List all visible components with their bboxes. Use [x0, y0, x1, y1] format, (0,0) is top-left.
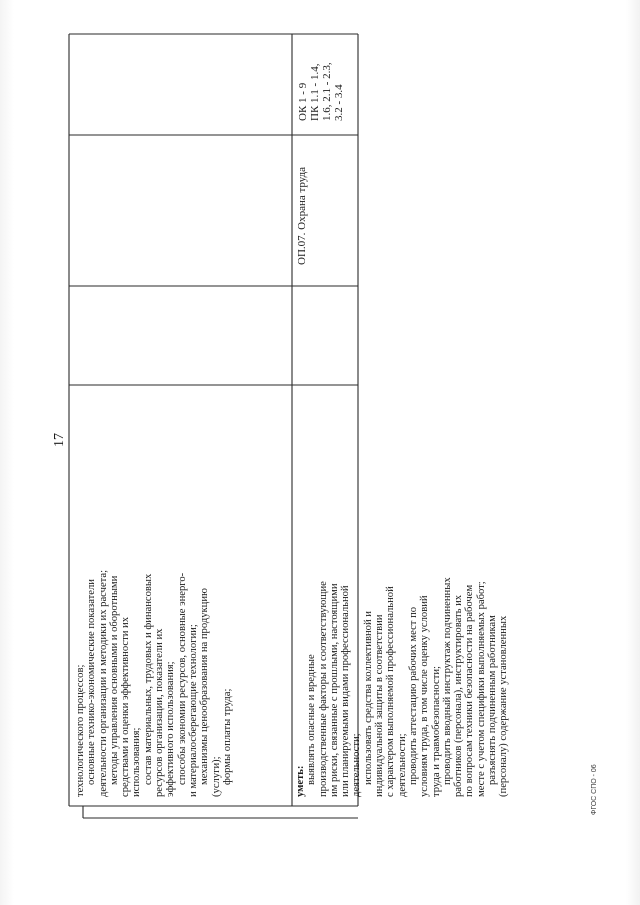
skills-heading: уметь: — [295, 765, 306, 797]
knowledge-list-line: использования; — [131, 727, 143, 797]
skills-list-line: выявлять опасные и вредные — [306, 654, 318, 785]
knowledge-list-line: и материалосберегающие технологии; — [187, 624, 199, 797]
skills-list-line: труда и травмобезопасности; — [430, 666, 442, 797]
competency-code: 1.6, 2.1 - 2.3, — [321, 62, 333, 121]
knowledge-list-line: ресурсов организации, показатели их — [154, 628, 166, 797]
page-number: 17 — [52, 433, 67, 447]
knowledge-list-line: методы управления основными и оборотными — [108, 575, 120, 785]
skills-list-line: проводить аттестацию рабочих мест по — [407, 606, 419, 785]
competency-code: ОК 1 - 9 — [297, 82, 309, 121]
skills-list-line: работников (персонала), инструктировать их — [453, 594, 465, 797]
knowledge-list-cell — [75, 377, 233, 797]
skills-list-line: разъяснять подчиненным работникам — [487, 615, 499, 785]
skills-list-line: или планируемыми видами профессиональной — [340, 585, 352, 797]
knowledge-list-line: механизмы ценообразования на продукцию — [199, 588, 211, 785]
footer-document-code: ФГОС СПО - 06 — [591, 764, 598, 815]
skills-list-line: месте с учетом специфики выполняемых работ; — [475, 581, 487, 797]
skills-list-line: по вопросам техники безопасности на рабочем — [464, 584, 476, 797]
knowledge-list-line: состав материальных, трудовых и финансовых — [142, 573, 154, 785]
competency-code: ПК 1.1 - 1.4, — [309, 63, 321, 121]
knowledge-list-line: средствами и оценки эффективности их — [120, 617, 132, 797]
skills-list-line: с характером выполняемой профессиональной — [385, 586, 397, 797]
skills-list-line: условиям труда, в том числе оценку условий — [419, 595, 431, 797]
knowledge-list-line: эффективного использования; — [165, 661, 177, 797]
knowledge-list-line: способы экономии ресурсов, основные энерго- — [176, 572, 188, 785]
skills-list-line: деятельности; — [351, 733, 363, 797]
skills-list-line: использовать средства коллективной и — [362, 611, 374, 785]
competency-code: 3.2 - 3.4 — [333, 84, 345, 121]
knowledge-list-line: формы оплаты труда; — [221, 688, 233, 785]
skills-list-line: (персоналу) содержание установленных — [498, 615, 510, 797]
knowledge-list-line: технологического процессов; — [75, 664, 86, 797]
skills-list-line: индивидуальной защиты в соответствии — [374, 614, 386, 797]
skills-list-line: им риски, связанные с прошлыми, настоящими — [328, 583, 340, 797]
knowledge-list-line: (услуги); — [210, 756, 222, 797]
skills-list-line: проводить вводный инструктаж подчиненных — [441, 577, 453, 785]
skills-list-line: производственные факторы и соответствующие — [317, 581, 329, 797]
knowledge-list-line: деятельности организации и методики их расчета; — [97, 569, 109, 797]
skills-list-line: деятельности; — [396, 733, 408, 797]
discipline-name: ОП.07. Охрана труда — [296, 166, 308, 265]
skills-list-cell — [295, 377, 510, 797]
competency-codes — [297, 11, 345, 121]
knowledge-list-line: основные технико-экономические показатели — [86, 579, 98, 785]
